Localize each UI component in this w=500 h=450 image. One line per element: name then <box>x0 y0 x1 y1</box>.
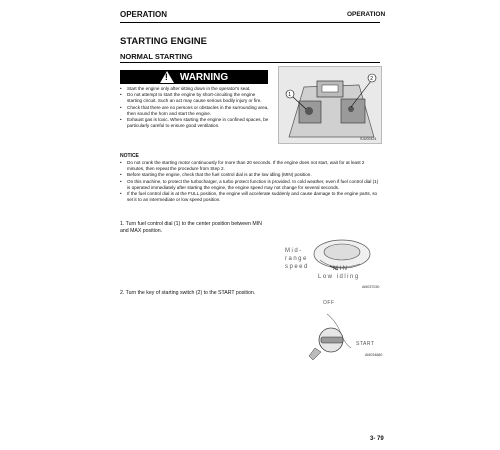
notice-item: • If the fuel control dial is at the FULL position, the engine will accelerate suddenly and cause damage to the engine parts, so set it to an intermediate or low speed position. <box>120 191 382 203</box>
step-1: 1. Turn fuel control dial (1) to the center position between MIN and MAX position. <box>120 221 262 234</box>
figure1-code: 9JU00424 <box>360 137 377 141</box>
callout-1: 1 <box>288 92 292 98</box>
starting-switch-illustration <box>285 300 385 370</box>
section-title: STARTING ENGINE <box>120 36 207 47</box>
label-start: START <box>356 341 375 347</box>
warning-item: • Check that there are no persons or obstacles in the surrounding area, then sound the horn and start the engine. <box>120 105 270 117</box>
notice-title: NOTICE <box>120 153 139 159</box>
label-mid-range-speed: Mid-range speed <box>285 248 309 270</box>
figure2-code: AM037030 <box>362 285 380 289</box>
subsection-rule <box>120 62 380 63</box>
notice-item: • Do not crank the starting motor continuously for more than 20 seconds. If the engine does not start, wait for at least 2 minutes, then repeat the procedure from Step 2. <box>120 160 382 172</box>
header-left: OPERATION <box>120 10 167 19</box>
label-off: OFF <box>323 300 335 306</box>
cab-interior-illustration <box>279 67 381 143</box>
starting-switch-figure <box>285 300 385 370</box>
warning-item: • Do not attempt to start the engine by short-circuiting the engine starting circuit. Such an act may cause serious bodily injury or fire. <box>120 92 270 104</box>
notice-list <box>120 160 382 203</box>
header-rule <box>120 22 380 23</box>
warning-icon <box>160 71 174 83</box>
step-2: 2. Turn the key of starting switch (2) to the START position. <box>120 290 256 296</box>
page-number: 3- 79 <box>370 436 384 442</box>
warning-list <box>120 86 270 129</box>
label-low-idling: Low idling <box>318 274 360 280</box>
callout-2: 2 <box>370 76 374 82</box>
warning-banner <box>120 70 268 84</box>
header-right: OPERATION <box>347 11 386 18</box>
notice-item: • Before starting the engine, check that the fuel control dial is at the low idling (MIN) position. <box>120 172 382 178</box>
warning-item: • Start the engine only after sitting down in the operator's seat. <box>120 86 270 92</box>
warning-item: • Exhaust gas is toxic. When starting the engine in confined spaces, be particularly careful to ensure good ventilation. <box>120 117 270 129</box>
figure3-code: AM034880 <box>365 353 383 357</box>
subsection-title: NORMAL STARTING <box>120 52 193 61</box>
cab-interior-figure <box>278 66 382 144</box>
label-min: MIN <box>333 266 349 272</box>
notice-item: • On this machine, to protect the turbocharger, a turbo protect function is provided. In cold weather, even if fuel control dial (1) is operated immediately after starting the engine, the engine speed may not change for several seconds. <box>120 179 382 191</box>
warning-title: WARNING <box>179 71 229 83</box>
